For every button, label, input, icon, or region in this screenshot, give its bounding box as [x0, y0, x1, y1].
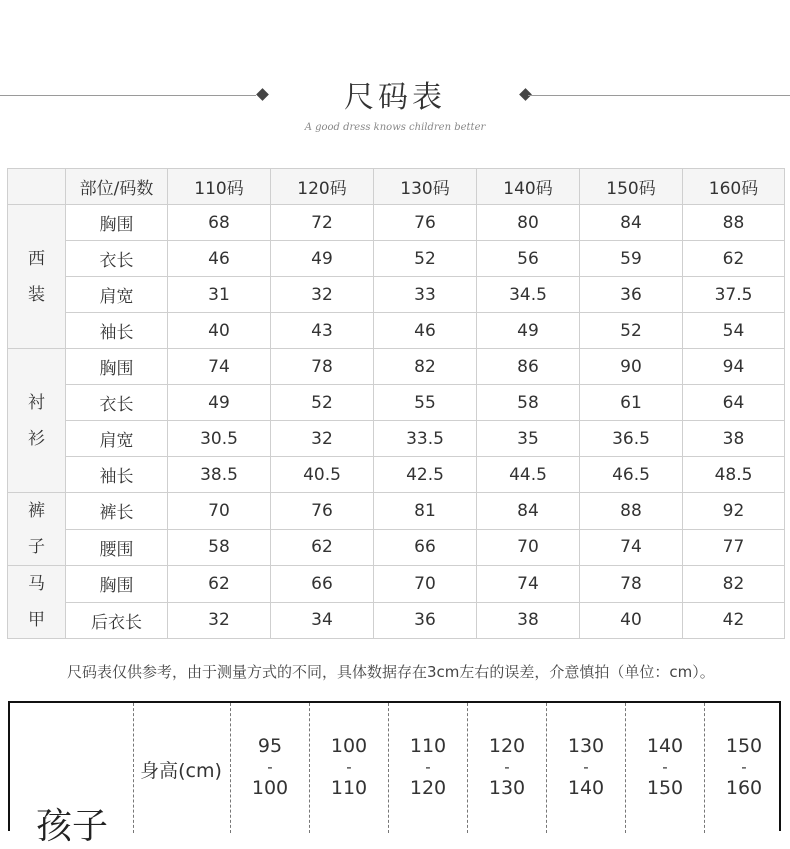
measurement-part: 衣长 [66, 385, 168, 421]
size-value-cell: 52 [271, 385, 374, 421]
size-value-cell: 42 [683, 602, 785, 639]
size-value-cell: 78 [271, 349, 374, 385]
size-table [7, 168, 785, 639]
garment-group-label: 西 装 [8, 205, 66, 349]
size-value-cell: 43 [271, 313, 374, 349]
size-value-cell: 35 [477, 421, 580, 457]
size-note: 尺码表仅供参考，由于测量方式的不同，具体数据存在3cm左右的误差，介意慎拍（单位：cm）。 [67, 663, 715, 681]
height-range-high: 130 [488, 777, 526, 799]
size-value-cell: 38.5 [168, 457, 271, 493]
size-value-cell: 77 [683, 529, 785, 566]
size-value-cell: 32 [271, 277, 374, 313]
size-value-cell: 94 [683, 349, 785, 385]
height-range-column [231, 736, 309, 799]
size-value-cell: 88 [683, 205, 785, 241]
size-value-cell: 40 [580, 602, 683, 639]
size-value-cell: 74 [580, 529, 683, 566]
height-range-column [389, 736, 467, 799]
size-value-cell: 44.5 [477, 457, 580, 493]
size-column-header: 130码 [374, 169, 477, 205]
table-row [8, 205, 785, 241]
size-value-cell: 49 [477, 313, 580, 349]
height-range-high: 120 [409, 777, 447, 799]
size-value-cell: 55 [374, 385, 477, 421]
height-range-low: 95 [257, 735, 283, 757]
size-value-cell: 61 [580, 385, 683, 421]
table-row [8, 349, 785, 385]
measurement-part: 裤长 [66, 493, 168, 530]
height-range-low: 130 [567, 735, 605, 757]
garment-group-label: 裤 子 [8, 493, 66, 566]
size-value-cell: 46 [374, 313, 477, 349]
size-value-cell: 34 [271, 602, 374, 639]
measurement-part: 胸围 [66, 566, 168, 603]
height-range-column [705, 736, 783, 799]
size-value-cell: 46 [168, 241, 271, 277]
table-row [8, 313, 785, 349]
size-value-cell: 42.5 [374, 457, 477, 493]
height-range-sep: - [583, 758, 589, 776]
kids-label: 孩子 [36, 806, 109, 847]
table-row [8, 493, 785, 530]
table-row [8, 385, 785, 421]
height-range-low: 150 [725, 735, 763, 757]
size-value-cell: 70 [374, 566, 477, 603]
table-row [8, 602, 785, 639]
size-value-cell: 52 [374, 241, 477, 277]
size-value-cell: 33.5 [374, 421, 477, 457]
size-column-header: 110码 [168, 169, 271, 205]
size-value-cell: 49 [168, 385, 271, 421]
size-value-cell: 70 [168, 493, 271, 530]
height-range-high: 160 [725, 777, 763, 799]
garment-group-label: 衬 衫 [8, 349, 66, 493]
measurement-part: 袖长 [66, 457, 168, 493]
table-row [8, 241, 785, 277]
height-range-sep: - [741, 758, 747, 776]
measurement-part: 肩宽 [66, 421, 168, 457]
height-range-column [626, 736, 704, 799]
measurement-part: 衣长 [66, 241, 168, 277]
measurement-part: 袖长 [66, 313, 168, 349]
size-value-cell: 38 [683, 421, 785, 457]
height-range-column [310, 736, 388, 799]
measurement-part: 胸围 [66, 349, 168, 385]
size-value-cell: 90 [580, 349, 683, 385]
size-column-header: 140码 [477, 169, 580, 205]
size-value-cell: 74 [477, 566, 580, 603]
size-column-header: 120码 [271, 169, 374, 205]
size-value-cell: 38 [477, 602, 580, 639]
height-range-sep: - [662, 758, 668, 776]
height-range-column [468, 736, 546, 799]
size-value-cell: 48.5 [683, 457, 785, 493]
size-value-cell: 66 [271, 566, 374, 603]
size-value-cell: 58 [477, 385, 580, 421]
table-row [8, 529, 785, 566]
size-value-cell: 80 [477, 205, 580, 241]
size-value-cell: 81 [374, 493, 477, 530]
measurement-part: 肩宽 [66, 277, 168, 313]
size-value-cell: 88 [580, 493, 683, 530]
height-range-column [547, 736, 625, 799]
size-value-cell: 36.5 [580, 421, 683, 457]
size-column-header: 160码 [683, 169, 785, 205]
garment-group-label: 马 甲 [8, 566, 66, 639]
height-range-sep: - [346, 758, 352, 776]
page-title: 尺码表 [344, 80, 446, 115]
height-table [8, 701, 781, 847]
size-value-cell: 33 [374, 277, 477, 313]
height-range-high: 110 [330, 777, 368, 799]
size-value-cell: 34.5 [477, 277, 580, 313]
size-value-cell: 46.5 [580, 457, 683, 493]
size-value-cell: 72 [271, 205, 374, 241]
height-range-low: 110 [409, 735, 447, 757]
size-value-cell: 62 [683, 241, 785, 277]
size-value-cell: 54 [683, 313, 785, 349]
height-range-high: 100 [251, 777, 289, 799]
height-range-sep: - [504, 758, 510, 776]
height-range-high: 140 [567, 777, 605, 799]
size-value-cell: 68 [168, 205, 271, 241]
size-chart-header [0, 62, 790, 142]
size-value-cell: 40.5 [271, 457, 374, 493]
size-value-cell: 82 [374, 349, 477, 385]
size-value-cell: 62 [168, 566, 271, 603]
height-range-low: 120 [488, 735, 526, 757]
table-row [8, 457, 785, 493]
page-subtitle: A good dress knows children better [304, 122, 486, 133]
size-value-cell: 92 [683, 493, 785, 530]
header-divider-right [528, 95, 790, 96]
table-row [8, 566, 785, 603]
measurement-part: 后衣长 [66, 602, 168, 639]
size-value-cell: 76 [374, 205, 477, 241]
size-value-cell: 78 [580, 566, 683, 603]
size-value-cell: 66 [374, 529, 477, 566]
size-value-cell: 58 [168, 529, 271, 566]
size-value-cell: 64 [683, 385, 785, 421]
height-label: 身高(cm) [140, 760, 222, 782]
size-value-cell: 49 [271, 241, 374, 277]
measurement-part: 胸围 [66, 205, 168, 241]
size-value-cell: 30.5 [168, 421, 271, 457]
size-value-cell: 56 [477, 241, 580, 277]
size-value-cell: 74 [168, 349, 271, 385]
height-range-high: 150 [646, 777, 684, 799]
table-row [8, 277, 785, 313]
table-corner-cell [8, 169, 66, 205]
size-value-cell: 62 [271, 529, 374, 566]
size-value-cell: 52 [580, 313, 683, 349]
size-value-cell: 31 [168, 277, 271, 313]
size-value-cell: 82 [683, 566, 785, 603]
size-value-cell: 76 [271, 493, 374, 530]
size-value-cell: 84 [580, 205, 683, 241]
size-column-header: 150码 [580, 169, 683, 205]
height-range-sep: - [425, 758, 431, 776]
size-value-cell: 70 [477, 529, 580, 566]
size-value-cell: 59 [580, 241, 683, 277]
size-value-cell: 37.5 [683, 277, 785, 313]
size-value-cell: 36 [580, 277, 683, 313]
table-head-label: 部位/码数 [66, 169, 168, 205]
table-row [8, 421, 785, 457]
size-table-body [8, 205, 785, 639]
size-value-cell: 40 [168, 313, 271, 349]
size-value-cell: 32 [168, 602, 271, 639]
table-header-row [8, 169, 785, 205]
measurement-part: 腰围 [66, 529, 168, 566]
size-value-cell: 32 [271, 421, 374, 457]
size-value-cell: 36 [374, 602, 477, 639]
size-value-cell: 84 [477, 493, 580, 530]
height-range-sep: - [267, 758, 273, 776]
height-range-low: 100 [330, 735, 368, 757]
size-value-cell: 86 [477, 349, 580, 385]
height-range-low: 140 [646, 735, 684, 757]
